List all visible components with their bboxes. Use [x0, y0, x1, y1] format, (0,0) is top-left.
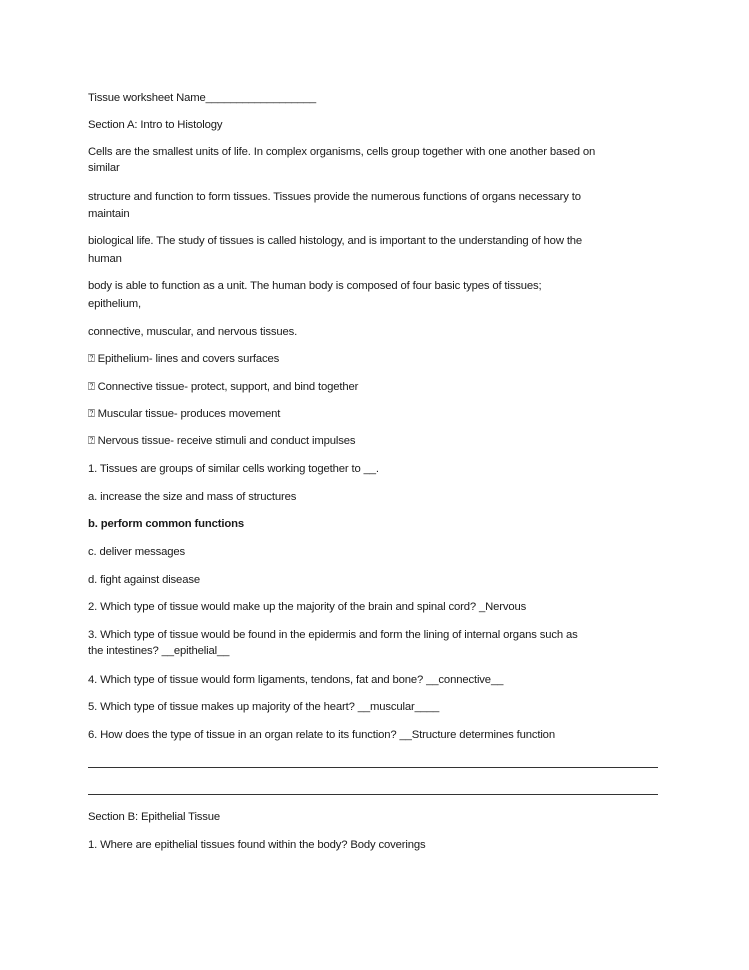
intro-text: body is able to function as a unit. The human body is composed of four basic types of tissues;	[88, 280, 542, 292]
question-4: 4. Which type of tissue would form ligaments, tendons, fat and bone? __connective__	[88, 674, 504, 686]
intro-text: biological life. The study of tissues is called histology, and is important to the understanding of how the	[88, 235, 583, 247]
intro-text: structure and function to form tissues. Tissues provide the numerous functions of organs necessary to	[88, 191, 581, 203]
intro-text: Cells are the smallest units of life. In complex organisms, cells group together with one another based on	[88, 146, 596, 158]
option-d: d. fight against disease	[88, 574, 200, 586]
intro-text: epithelium,	[88, 298, 141, 310]
question-3: the intestines? __epithelial__	[88, 645, 230, 657]
question-6: 6. How does the type of tissue in an organ relate to its function? __Structure determines function	[88, 729, 555, 741]
worksheet-title: Tissue worksheet Name__________________	[88, 92, 316, 104]
intro-text: similar	[88, 162, 120, 174]
option-b-selected: b. perform common functions	[88, 518, 244, 530]
question-5: 5. Which type of tissue makes up majority of the heart? __muscular____	[88, 701, 440, 713]
tissue-bullet-epithelium: ⍰ Epithelium- lines and covers surfaces	[88, 353, 280, 365]
tissue-bullet-connective: ⍰ Connective tissue- protect, support, and bind together	[88, 381, 359, 393]
answer-line	[88, 767, 658, 768]
question-3: 3. Which type of tissue would be found in the epidermis and form the lining of internal organs such as	[88, 629, 578, 641]
section-b-question-1: 1. Where are epithelial tissues found within the body? Body coverings	[88, 839, 426, 851]
option-a: a. increase the size and mass of structures	[88, 491, 297, 503]
option-c: c. deliver messages	[88, 546, 185, 558]
section-a-heading: Section A: Intro to Histology	[88, 119, 223, 131]
intro-text: maintain	[88, 208, 130, 220]
question-2: 2. Which type of tissue would make up the majority of the brain and spinal cord? _Nervous	[88, 601, 527, 613]
intro-text: human	[88, 253, 122, 265]
tissue-bullet-muscular: ⍰ Muscular tissue- produces movement	[88, 408, 281, 420]
question-1: 1. Tissues are groups of similar cells working together to __.	[88, 463, 379, 475]
answer-line	[88, 794, 658, 795]
intro-text: connective, muscular, and nervous tissues.	[88, 326, 298, 338]
section-b-heading: Section B: Epithelial Tissue	[88, 811, 221, 823]
tissue-bullet-nervous: ⍰ Nervous tissue- receive stimuli and conduct impulses	[88, 435, 356, 447]
